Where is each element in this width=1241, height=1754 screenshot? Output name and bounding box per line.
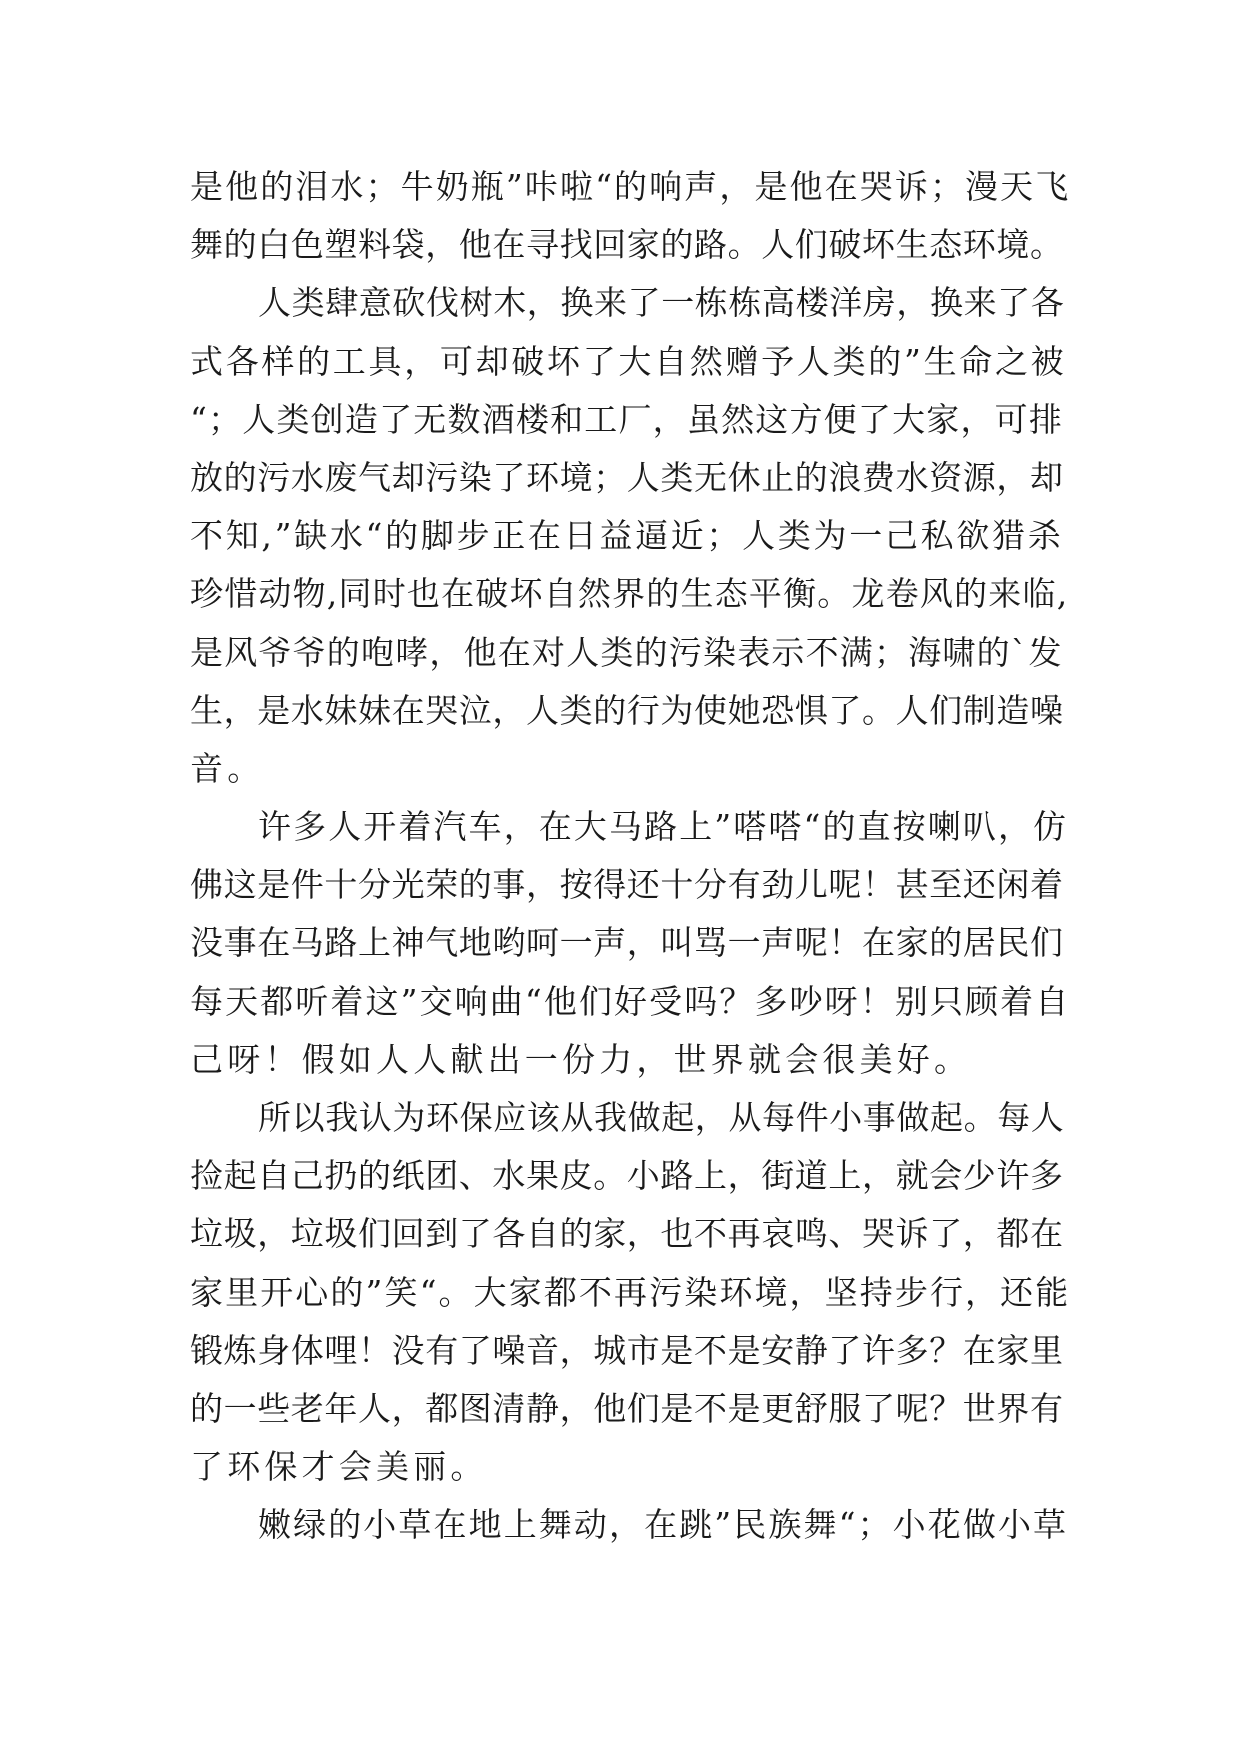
- body-text: [190, 158, 1070, 1555]
- text-line: 是风爷爷的咆哮，他在对人类的污染表示不满；海啸的`发: [190, 632, 1063, 672]
- text-line: 捡起自己扔的纸团、水果皮。小路上，街道上，就会少许多: [190, 1156, 1064, 1196]
- text-line: 佛这是件十分光荣的事，按得还十分有劲儿呢！甚至还闲着: [190, 865, 1064, 905]
- text-line: 生，是水妹妹在哭泣，人类的行为使她恐惧了。人们制造噪: [190, 690, 1064, 730]
- text-line: 己呀！假如人人献出一份力，世界就会很美好。: [190, 1039, 972, 1079]
- text-line: 了环保才会美丽。: [190, 1447, 488, 1487]
- text-line: 不知,”缺水“的脚步正在日益逼近；人类为一己私欲猎杀: [190, 516, 1064, 556]
- text-line: 垃圾，垃圾们回到了各自的家，也不再哀鸣、哭诉了，都在: [190, 1214, 1064, 1254]
- text-line: 音。: [190, 748, 265, 788]
- text-line: 家里开心的”笑“。大家都不再污染环境，坚持步行，还能: [190, 1272, 1071, 1312]
- text-line: 放的污水废气却污染了环境；人类无休止的浪费水资源，却: [190, 457, 1064, 497]
- text-line: 舞的白色塑料袋，他在寻找回家的路。人们破坏生态环境。: [190, 225, 1064, 265]
- text-line: 的一些老年人，都图清静，他们是不是更舒服了呢？世界有: [190, 1388, 1064, 1428]
- paragraph-start-line: 所以我认为环保应该从我做起，从每件小事做起。每人: [258, 1098, 1065, 1137]
- text-line: 珍惜动物,同时也在破坏自然界的生态平衡。龙卷风的来临,: [190, 574, 1069, 614]
- paragraph-start-line: 嫩绿的小草在地上舞动，在跳”民族舞“；小花做小草: [258, 1505, 1069, 1545]
- text-line: 式各样的工具，可却破坏了大自然赠予人类的”生命之被: [190, 341, 1067, 381]
- text-line: 是他的泪水；牛奶瓶”咔啦“的响声，是他在哭诉；漫天飞: [190, 167, 1071, 206]
- text-line: 没事在马路上神气地哟呵一声，叫骂一声呢！在家的居民们: [190, 923, 1064, 963]
- text-line: “；人类创造了无数酒楼和工厂，虽然这方便了大家，可排: [190, 399, 1064, 439]
- paragraph-start-line: 许多人开着汽车，在大马路上”嗒嗒“的直按喇叭，仿: [258, 807, 1069, 847]
- text-line: 每天都听着这”交响曲“他们好受吗？多吵呀！别只顾着自: [190, 981, 1071, 1021]
- paragraph-start-line: 人类肆意砍伐树木，换来了一栋栋高楼洋房，换来了各: [258, 283, 1065, 323]
- text-line: 锻炼身体哩！没有了噪音，城市是不是安静了许多？在家里: [190, 1330, 1064, 1370]
